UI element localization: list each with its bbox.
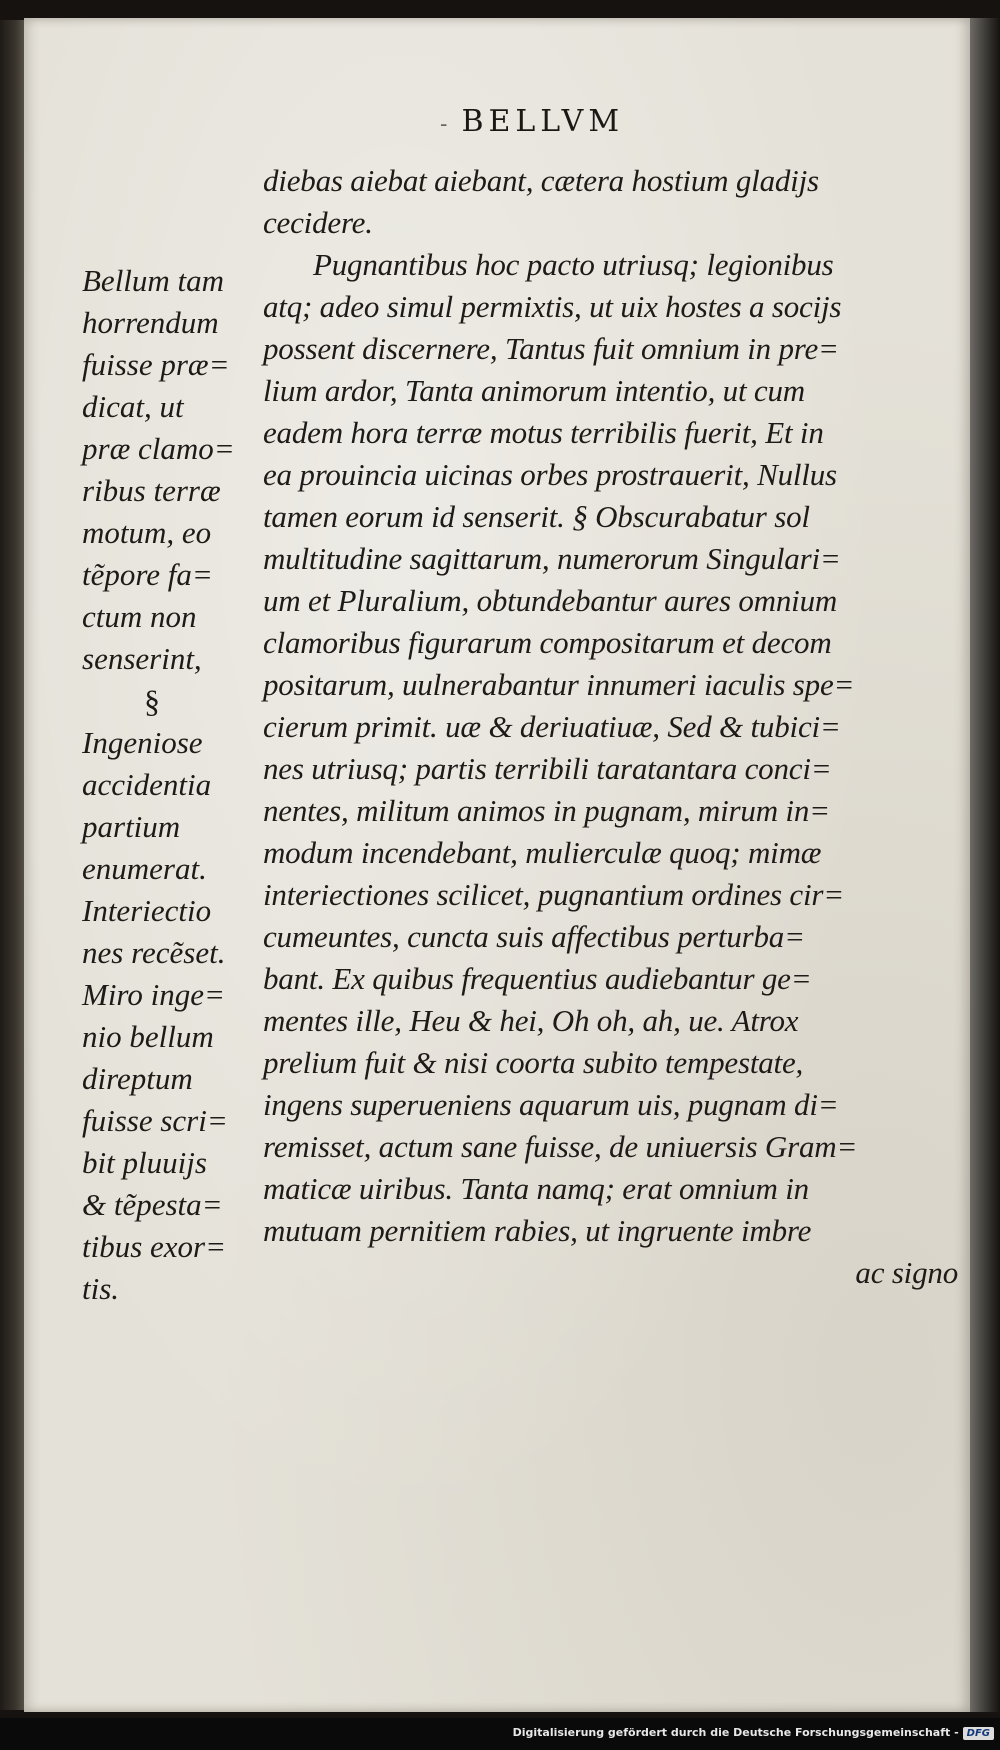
margin-note-line: motum, eo: [82, 515, 212, 550]
text-line: clamoribus figurarum compositarum et decom: [263, 625, 832, 660]
text-line: lium ardor, Tanta animorum intentio, ut cum: [263, 373, 805, 408]
margin-note-line: Bellum tam: [82, 263, 225, 298]
margin-note-line: senserint,: [82, 641, 202, 676]
text-line: diebas aiebat aiebant, cætera hostium gladijs: [263, 163, 819, 198]
text-line: atq; adeo simul permixtis, ut uix hostes a socijs: [263, 289, 842, 324]
margin-note-line: nes recẽset.: [82, 935, 226, 970]
text-line: cumeuntes, cuncta suis affectibus perturba=: [263, 919, 805, 954]
margin-note-line: direptum: [82, 1061, 193, 1096]
text-line: prelium fuit & nisi coorta subito tempestate,: [263, 1045, 804, 1080]
marginal-notes: [82, 260, 262, 1310]
text-line: ingens superueniens aquarum uis, pugnam di=: [263, 1087, 839, 1122]
text-line: interiectiones scilicet, pugnantium ordines cir=: [263, 877, 844, 912]
margin-note-line: & tẽpesta=: [82, 1187, 223, 1222]
text-line: possent discernere, Tantus fuit omnium in pre=: [263, 331, 839, 366]
text-line: nentes, militum animos in pugnam, mirum in=: [263, 793, 830, 828]
margin-note-line: nio bellum: [82, 1019, 214, 1054]
book-spine-shadow: [0, 20, 26, 1710]
section-mark: §: [144, 683, 160, 719]
margin-note-line: ctum non: [82, 599, 197, 634]
dfg-logo: DFG: [963, 1727, 994, 1740]
margin-note-line: accidentia: [82, 767, 212, 802]
margin-note-line: bit pluuijs: [82, 1145, 207, 1180]
text-line: mentes ille, Heu & hei, Oh oh, ah, ue. Atrox: [263, 1003, 799, 1038]
text-line: eadem hora terræ motus terribilis fuerit, Et in: [263, 415, 824, 450]
text-line: modum incendebant, mulierculæ quoq; mimæ: [263, 835, 822, 870]
margin-note-line: horrendum: [82, 305, 219, 340]
margin-note-line: fuisse scri=: [82, 1103, 228, 1138]
margin-note-line: tibus exor=: [82, 1229, 227, 1264]
text-line: mutuam pernitiem rabies, ut ingruente imbre: [263, 1213, 812, 1248]
text-line: Pugnantibus hoc pacto utriusq; legionibus: [313, 247, 834, 282]
digitization-credit: [513, 1726, 994, 1740]
text-line: um et Pluralium, obtundebantur aures omnium: [263, 583, 838, 618]
margin-note-line: Ingeniose: [82, 725, 203, 760]
catchword: ac signo: [855, 1255, 958, 1290]
text-line: bant. Ex quibus frequentius audiebantur ge=: [263, 961, 812, 996]
margin-note-line: ribus terræ: [82, 473, 221, 508]
margin-note-line: Interiectio: [82, 893, 212, 928]
page-edge: [970, 18, 1000, 1712]
margin-note-line: enumerat.: [82, 851, 207, 886]
text-line: ea prouincia uicinas orbes prostrauerit, Nullus: [263, 457, 837, 492]
margin-note-line: partium: [82, 809, 181, 844]
margin-note-line: præ clamo=: [82, 431, 235, 466]
margin-note-line: fuisse præ=: [82, 347, 230, 382]
text-line: tamen eorum id senserit. § Obscurabatur sol: [263, 499, 810, 534]
running-head-mark: -: [440, 112, 448, 137]
text-line: multitudine sagittarum, numerorum Singulari=: [263, 541, 841, 576]
margin-note-line: tẽpore fa=: [82, 557, 213, 592]
margin-note-line: Miro inge=: [82, 977, 225, 1012]
running-head-title: BELLVM: [461, 104, 625, 139]
text-line: cecidere.: [263, 205, 373, 240]
running-head: [440, 104, 800, 139]
text-line: nes utriusq; partis terribili taratantara conci=: [263, 751, 832, 786]
main-text-block: [263, 160, 968, 1294]
text-line: cierum primit. uæ & deriuatiuæ, Sed & tubici=: [263, 709, 841, 744]
margin-note-line: tis.: [82, 1271, 120, 1306]
margin-note-line: dicat, ut: [82, 389, 184, 424]
text-line: remisset, actum sane fuisse, de uniuersis Gram=: [263, 1129, 858, 1164]
credit-text: Digitalisierung gefördert durch die Deutsche Forschungsgemeinschaft -: [512, 1726, 959, 1739]
text-line: positarum, uulnerabantur innumeri iaculis spe=: [263, 667, 855, 702]
text-line: maticæ uiribus. Tanta namq; erat omnium in: [263, 1171, 809, 1206]
